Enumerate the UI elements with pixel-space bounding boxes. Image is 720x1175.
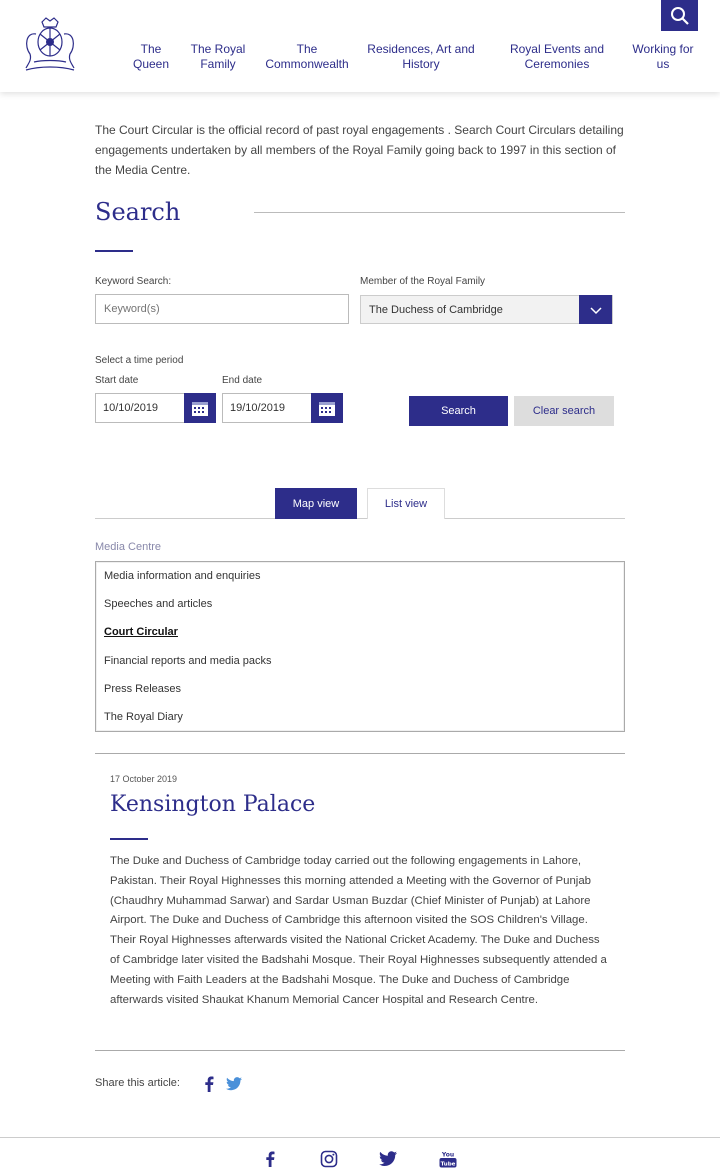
site-header	[0, 0, 720, 92]
media-item-royal-diary[interactable]: The Royal Diary	[104, 711, 183, 723]
keyword-label: Keyword Search:	[95, 276, 172, 287]
header-search-button[interactable]	[661, 0, 698, 31]
nav-residences-art-history[interactable]: Residences, Art and History	[367, 42, 475, 71]
article-top-divider	[95, 753, 625, 754]
media-centre-label: Media Centre	[95, 541, 162, 553]
time-period-label: Select a time period	[95, 355, 184, 366]
twitter-icon[interactable]	[226, 1077, 242, 1091]
article-title-underline	[110, 838, 148, 840]
nav-commonwealth[interactable]: The Commonwealth	[265, 42, 349, 71]
royal-crest-logo[interactable]	[20, 16, 80, 74]
chevron-down-icon	[589, 305, 603, 315]
end-date-value: 19/10/2019	[230, 402, 286, 414]
media-item-court-circular[interactable]: Court Circular	[104, 626, 178, 638]
heading-divider	[254, 212, 625, 213]
media-item-information[interactable]: Media information and enquiries	[104, 570, 261, 582]
footer-twitter-icon[interactable]	[379, 1151, 397, 1167]
intro-text: The Court Circular is the official record of past royal engagements . Search Court Circulars detailing engagements undertaken by all members of the Royal Family going back to 1997 in this section of the Media Centre.	[95, 123, 624, 177]
article-date: 17 October 2019	[110, 774, 178, 784]
start-date-picker-button[interactable]	[184, 393, 216, 423]
member-label: Member of the Royal Family	[360, 276, 486, 287]
footer-instagram-icon[interactable]	[320, 1150, 338, 1168]
select-arrow-button[interactable]	[579, 295, 612, 324]
start-date-value: 10/10/2019	[103, 402, 159, 414]
article-bottom-divider	[95, 1050, 625, 1051]
share-label: Share this article:	[95, 1077, 180, 1089]
nav-the-queen[interactable]: The Queen	[132, 42, 170, 71]
search-button[interactable]: Search	[409, 396, 508, 426]
article-title: Kensington Palace	[110, 792, 316, 817]
tabs-divider	[95, 518, 625, 519]
nav-working-for-us[interactable]: Working for us	[632, 42, 694, 71]
keyword-input[interactable]	[95, 294, 349, 324]
media-item-financial-reports[interactable]: Financial reports and media packs	[104, 655, 272, 667]
article-body: The Duke and Duchess of Cambridge today carried out the following engagements in Lahore, Pakistan. Their Royal Highnesses this morning attended a Meeting with the Governor of Punjab (Chaudhry Muhammad Sarwar) and Sardar Usman Buzdar (Chief Minister of Punjab) at Lahore Airport. The Duke and Duchess of Cambridge this afternoon visited the SOS Children's Village. Their Royal Highnesses afterwards visited the National Cricket Academy. The Duke and Duchess of Cambridge later visited the Badshahi Mosque. Their Royal Highnesses subsequently attended a Meeting with Faith Leaders at the Badshahi Mosque. The Duke and Duchess of Cambridge afterwards visited Shaukat Khanum Memorial Cancer Hospital and Research Centre.	[110, 855, 607, 1006]
heading-underline	[95, 250, 133, 252]
end-date-label: End date	[222, 375, 263, 386]
end-date-input[interactable]	[222, 393, 312, 423]
calendar-icon	[191, 399, 209, 417]
start-date-label: Start date	[95, 375, 139, 386]
footer-divider	[0, 1137, 720, 1138]
search-icon	[670, 6, 690, 26]
svg-text:You: You	[441, 1151, 455, 1159]
tab-list-view[interactable]: List view	[367, 488, 445, 519]
member-select-value: The Duchess of Cambridge	[369, 303, 503, 316]
clear-search-button[interactable]: Clear search	[514, 396, 614, 426]
calendar-icon	[318, 399, 336, 417]
svg-text:Tube: Tube	[440, 1161, 456, 1168]
tab-map-view[interactable]: Map view	[275, 488, 357, 519]
footer-facebook-icon[interactable]	[264, 1150, 276, 1168]
facebook-icon[interactable]	[203, 1076, 215, 1092]
media-item-press-releases[interactable]: Press Releases	[104, 683, 182, 695]
media-item-speeches[interactable]: Speeches and articles	[104, 598, 213, 610]
media-centre-menu	[95, 561, 625, 732]
nav-royal-family[interactable]: The Royal Family	[190, 42, 246, 71]
member-select[interactable]	[360, 295, 613, 324]
nav-royal-events[interactable]: Royal Events and Ceremonies	[509, 42, 605, 71]
end-date-picker-button[interactable]	[311, 393, 343, 423]
footer-youtube-icon[interactable]	[439, 1150, 457, 1168]
search-heading: Search	[95, 198, 181, 226]
start-date-input[interactable]	[95, 393, 185, 423]
